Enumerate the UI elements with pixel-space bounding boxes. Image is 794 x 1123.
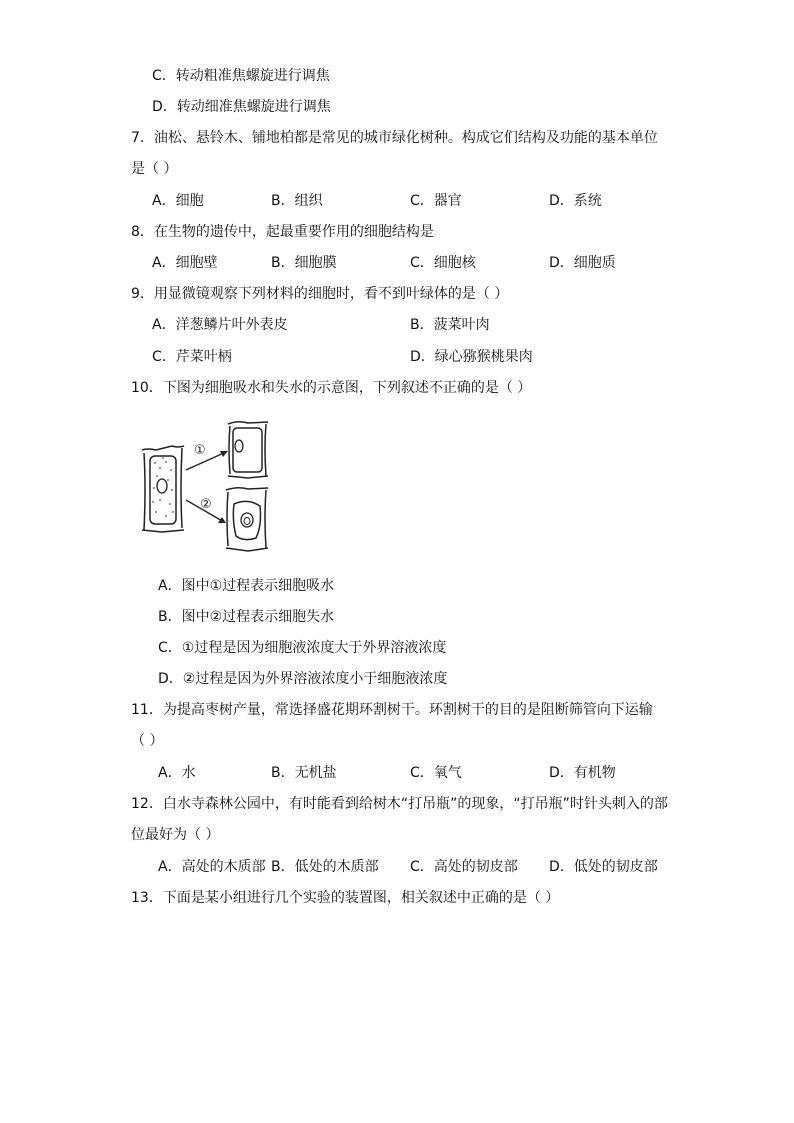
q10-option-a: A．图中①过程表示细胞吸水 <box>158 578 335 594</box>
cell-osmosis-figure <box>138 418 273 558</box>
q12-option-c: C．高处的韧皮部 <box>410 859 518 875</box>
q13-stem: 13．下面是某小组进行几个实验的装置图，相关叙述中正确的是（ ） <box>131 890 560 906</box>
q12-option-b: B．低处的木质部 <box>271 859 379 875</box>
q8-stem: 8．在生物的遗传中，起最重要作用的细胞结构是 <box>131 224 434 240</box>
label-circle-1: ① <box>194 443 206 458</box>
q12-option-a: A．高处的木质部 <box>158 859 266 875</box>
q10-option-d: D．②过程是因为外界溶液浓度小于细胞液浓度 <box>158 671 448 687</box>
turgid-nucleus <box>235 440 243 452</box>
q11-option-a: A．水 <box>158 765 196 781</box>
label-circle-2: ② <box>200 497 212 512</box>
q11-stem-line2: （ ） <box>131 733 164 749</box>
q12-stem-line2: 位最好为（ ） <box>131 827 220 843</box>
q7-option-d: D．系统 <box>549 193 602 209</box>
cell-osmosis-diagram <box>138 418 273 558</box>
q7-stem-line2: 是（ ） <box>131 161 178 177</box>
q11-stem-line1: 11．为提高枣树产量，常选择盛花期环割树干。环割树干的目的是阻断筛管向下运输 <box>131 702 653 718</box>
original-nucleus <box>157 479 167 493</box>
q8-option-b: B．细胞膜 <box>271 255 337 271</box>
q10-option-c: C．①过程是因为细胞液浓度大于外界溶液浓度 <box>158 640 447 656</box>
q9-stem: 9．用显微镜观察下列材料的细胞时，看不到叶绿体的是（ ） <box>131 286 509 302</box>
q12-stem-line1: 12．白水寺森林公园中，有时能看到给树木“打吊瓶”的现象，“打吊瓶”时针头刺入的部 <box>131 796 668 812</box>
q8-option-c: C．细胞核 <box>410 255 476 271</box>
q9-option-a: A．洋葱鳞片叶外表皮 <box>152 317 288 333</box>
q10-option-b: B．图中②过程表示细胞失水 <box>158 609 335 625</box>
q7-stem-line1: 7．油松、悬铃木、铺地柏都是常见的城市绿化树种。构成它们结构及功能的基本单位 <box>131 130 658 146</box>
q9-option-b: B．菠菜叶肉 <box>410 317 490 333</box>
q7-option-b: B．组织 <box>271 193 323 209</box>
turgid-cell <box>228 422 268 478</box>
q9-option-c: C．芹菜叶柄 <box>152 349 232 365</box>
q10-stem: 10．下图为细胞吸水和失水的示意图，下列叙述不正确的是（ ） <box>131 380 532 396</box>
q8-option-d: D．细胞质 <box>549 255 616 271</box>
q8-option-a: A．细胞壁 <box>152 255 218 271</box>
q11-option-c: C．氧气 <box>410 765 462 781</box>
arrow-1 <box>186 452 226 470</box>
q11-option-d: D．有机物 <box>549 765 616 781</box>
q6-option-c: C．转动粗准焦螺旋进行调焦 <box>152 68 330 84</box>
q11-option-b: B．无机盐 <box>271 765 337 781</box>
q9-option-d: D．绿心猕猴桃果肉 <box>410 349 533 365</box>
q6-option-d: D．转动细准焦螺旋进行调焦 <box>152 99 331 115</box>
q12-option-d: D．低处的韧皮部 <box>549 859 658 875</box>
q7-option-c: C．器官 <box>410 193 462 209</box>
q7-option-a: A．细胞 <box>152 193 204 209</box>
